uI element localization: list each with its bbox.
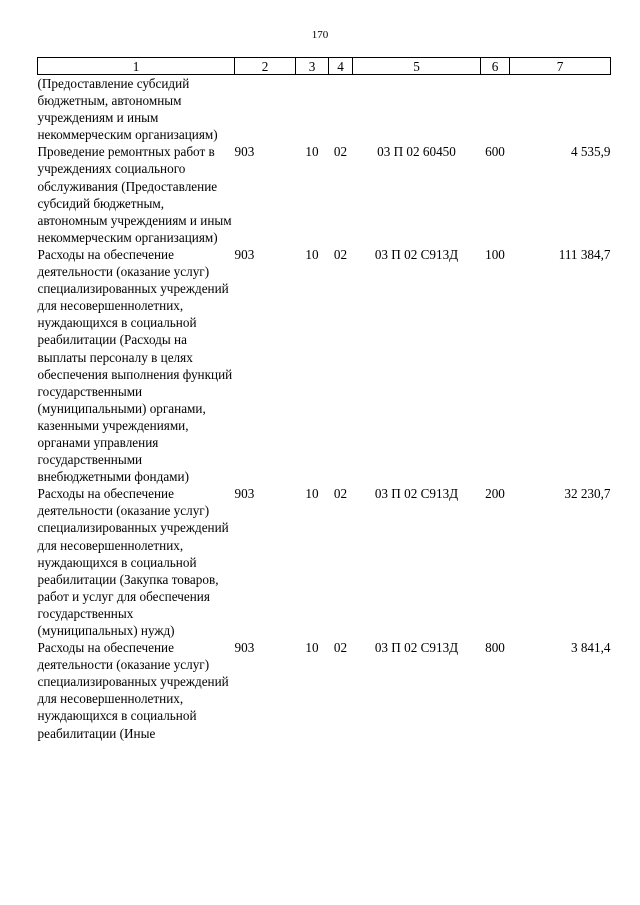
expense-name: Проведение ремонтных работ в учреждениях социального обслуживания (Предоставление субсидий бюджетным, автономным учреждениям и иным некоммерческим организациям) xyxy=(37,144,232,245)
column-header-7: 7 xyxy=(510,58,611,75)
column-number-row xyxy=(38,58,611,75)
expense-type-code: 800 xyxy=(485,640,505,656)
amount: 4 535,9 xyxy=(570,144,611,160)
section-code: 10 xyxy=(305,144,319,160)
table-row xyxy=(38,246,611,485)
subsection-code: 02 xyxy=(333,246,348,262)
subsection-code xyxy=(329,75,353,144)
amount: 3 841,4 xyxy=(570,640,611,656)
expense-type-code xyxy=(481,75,510,144)
section-code xyxy=(296,75,329,144)
ministry-code: 903 xyxy=(234,640,255,656)
section-code: 10 xyxy=(305,486,319,502)
expense-name: Расходы на обеспечение деятельности (оказание услуг) специализированных учреждений для несовершеннолетних, нуждающихся в социальной реабилитации (Иные xyxy=(37,640,229,741)
expense-type-code: 100 xyxy=(485,246,505,262)
column-header-1: 1 xyxy=(38,58,235,75)
ministry-code: 903 xyxy=(234,486,255,502)
budget-table xyxy=(37,57,611,742)
table-row xyxy=(38,485,611,639)
ministry-code: 903 xyxy=(234,144,255,160)
ministry-code xyxy=(235,75,296,144)
amount xyxy=(510,75,611,144)
column-header-5: 5 xyxy=(353,58,481,75)
amount: 32 230,7 xyxy=(564,486,611,502)
expense-name: (Предоставление субсидий бюджетным, автономным учреждениям и иным некоммерческим организациям) xyxy=(37,76,218,143)
amount: 111 384,7 xyxy=(558,246,611,262)
target-article-code: 03 П 02 60450 xyxy=(377,144,456,160)
target-article-code: 03 П 02 С913Д xyxy=(374,246,459,262)
column-header-6: 6 xyxy=(481,58,510,75)
expense-type-code: 600 xyxy=(485,144,505,160)
column-header-3: 3 xyxy=(296,58,329,75)
target-article-code: 03 П 02 С913Д xyxy=(374,640,459,656)
expense-name: Расходы на обеспечение деятельности (оказание услуг) специализированных учреждений для несовершеннолетних, нуждающихся в социальной реабилитации (Расходы на выплаты персоналу в целях обеспечения выполнения функций государственными (муниципальными) органами, казенными учреждениями, органами управления государственными внебюджетными фондами) xyxy=(37,246,233,485)
page-number: 170 xyxy=(311,29,329,41)
table-row xyxy=(38,639,611,742)
column-header-2: 2 xyxy=(235,58,296,75)
table-row xyxy=(38,143,611,246)
table-row xyxy=(38,75,611,144)
expense-type-code: 200 xyxy=(485,486,505,502)
subsection-code: 02 xyxy=(333,144,348,160)
target-article-code xyxy=(353,75,481,144)
section-code: 10 xyxy=(305,246,319,262)
target-article-code: 03 П 02 С913Д xyxy=(374,486,459,502)
ministry-code: 903 xyxy=(234,246,255,262)
section-code: 10 xyxy=(305,640,319,656)
subsection-code: 02 xyxy=(333,640,348,656)
column-header-4: 4 xyxy=(329,58,353,75)
subsection-code: 02 xyxy=(333,486,348,502)
expense-name: Расходы на обеспечение деятельности (оказание услуг) специализированных учреждений для несовершеннолетних, нуждающихся в социальной реабилитации (Закупка товаров, работ и услуг для обеспечения государственных (муниципальных) нужд) xyxy=(37,486,229,638)
